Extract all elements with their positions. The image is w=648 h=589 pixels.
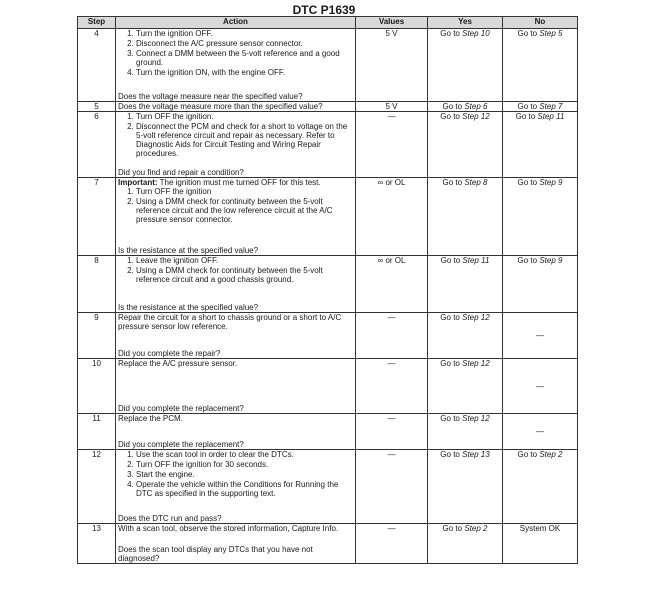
value-cell: ∞ or OL	[356, 178, 428, 256]
action-text: Repair the circuit for a short to chassis ground or a short to A/C pressure sensor low reference.	[118, 313, 342, 331]
action-cell	[116, 414, 356, 450]
value-cell: 5 V	[356, 102, 428, 112]
table-row	[78, 414, 578, 450]
action-step: 2. Using a DMM check for continuity between the 5-volt reference circuit and the low reference circuit at the A/C pressure sensor connector.	[136, 197, 353, 224]
action-question: Is the resistance at the specified value?	[118, 303, 259, 312]
yes-cell[interactable]	[428, 414, 503, 450]
value-cell: ∞ or OL	[356, 256, 428, 313]
no-prefix: Go to	[517, 102, 538, 111]
value-cell: —	[356, 450, 428, 524]
action-question: Does the voltage measure near the specified value?	[118, 92, 303, 101]
header-step: Step	[78, 17, 116, 29]
step-number: 13	[78, 524, 116, 564]
no-cell[interactable]	[503, 256, 578, 313]
yes-cell[interactable]	[428, 178, 503, 256]
action-step: 1. Turn OFF the ignition.	[136, 112, 353, 121]
no-cell: —	[503, 359, 578, 414]
no-step-link[interactable]: Step 9	[539, 178, 563, 187]
page-title: DTC P1639	[292, 3, 356, 17]
yes-step-link[interactable]: Step 12	[462, 359, 490, 368]
yes-prefix: Go to	[440, 313, 460, 322]
yes-prefix: Go to	[440, 450, 460, 459]
table-row	[78, 313, 578, 359]
important-label: Important:	[118, 178, 158, 187]
action-cell	[116, 359, 356, 414]
no-cell: —	[503, 414, 578, 450]
yes-step-link[interactable]: Step 12	[462, 112, 490, 121]
no-cell[interactable]	[503, 178, 578, 256]
yes-cell[interactable]	[428, 102, 503, 112]
yes-prefix: Go to	[442, 102, 463, 111]
yes-cell[interactable]	[428, 112, 503, 178]
action-question: Did you find and repair a condition?	[118, 168, 244, 177]
table-row	[78, 102, 578, 112]
action-question: Did you complete the replacement?	[118, 440, 244, 449]
action-text: Replace the A/C pressure sensor.	[118, 359, 238, 368]
yes-step-link[interactable]: Step 6	[464, 102, 488, 111]
yes-step-link[interactable]: Step 12	[462, 313, 490, 322]
no-step-link[interactable]: Step 5	[539, 29, 563, 38]
action-step: 4. Operate the vehicle within the Conditions for Running the DTC as specified in the supporting text.	[136, 480, 353, 498]
value-cell: —	[356, 524, 428, 564]
action-step: 2. Using a DMM check for continuity between the 5-volt reference circuit and a good chassis ground.	[136, 266, 353, 284]
action-steps	[118, 187, 353, 225]
action-text: Replace the PCM.	[118, 414, 183, 423]
header-row	[78, 17, 578, 29]
step-number: 7	[78, 178, 116, 256]
header-no: No	[503, 17, 578, 29]
value-cell: —	[356, 313, 428, 359]
action-step: 2. Disconnect the A/C pressure sensor connector.	[136, 39, 353, 48]
no-prefix: Go to	[517, 178, 538, 187]
action-step: 3. Connect a DMM between the 5-volt reference and a good ground.	[136, 49, 353, 67]
no-prefix: Go to	[517, 29, 538, 38]
table-row	[78, 112, 578, 178]
header-action: Action	[116, 17, 356, 29]
no-cell[interactable]	[503, 102, 578, 112]
table-row	[78, 524, 578, 564]
no-step-link[interactable]: Step 7	[539, 102, 563, 111]
yes-cell[interactable]	[428, 256, 503, 313]
value-cell: —	[356, 112, 428, 178]
value-cell: —	[356, 414, 428, 450]
action-cell	[116, 112, 356, 178]
action-text: With a scan tool, observe the stored information, Capture Info.	[118, 524, 339, 533]
yes-prefix: Go to	[440, 359, 460, 368]
action-steps	[118, 112, 353, 159]
table-row	[78, 359, 578, 414]
action-cell	[116, 178, 356, 256]
step-number: 11	[78, 414, 116, 450]
action-cell	[116, 29, 356, 102]
value-cell: —	[356, 359, 428, 414]
yes-cell[interactable]	[428, 359, 503, 414]
step-number: 6	[78, 112, 116, 178]
action-step: 1. Turn the ignition OFF.	[136, 29, 353, 38]
table-row	[78, 450, 578, 524]
action-question: Does the voltage measure more than the specified value?	[116, 102, 356, 112]
yes-step-link[interactable]: Step 2	[464, 524, 488, 533]
action-step: 1. Turn OFF the ignition	[136, 187, 353, 196]
yes-cell[interactable]	[428, 29, 503, 102]
yes-prefix: Go to	[440, 414, 460, 423]
value-cell: 5 V	[356, 29, 428, 102]
action-cell	[116, 450, 356, 524]
action-step: 3. Start the engine.	[136, 470, 353, 479]
action-question: Is the resistance at the specified value?	[118, 246, 259, 255]
table-row	[78, 29, 578, 102]
yes-cell[interactable]	[428, 450, 503, 524]
step-number: 5	[78, 102, 116, 112]
no-cell: —	[503, 313, 578, 359]
action-steps	[118, 450, 353, 499]
yes-step-link[interactable]: Step 12	[462, 414, 490, 423]
no-step-link[interactable]: Step 9	[539, 256, 563, 265]
step-number: 8	[78, 256, 116, 313]
yes-cell[interactable]	[428, 313, 503, 359]
header-yes: Yes	[428, 17, 503, 29]
action-steps	[118, 29, 353, 78]
action-question: Does the scan tool display any DTCs that you have not diagnosed?	[118, 545, 313, 563]
yes-step-link[interactable]: Step 10	[462, 29, 490, 38]
yes-prefix: Go to	[440, 29, 460, 38]
yes-prefix: Go to	[440, 256, 461, 265]
yes-step-link[interactable]: Step 8	[464, 178, 488, 187]
no-cell[interactable]	[503, 112, 578, 178]
no-step-link[interactable]: Step 11	[537, 112, 565, 121]
action-steps	[118, 256, 353, 285]
yes-step-link[interactable]: Step 11	[462, 256, 490, 265]
no-prefix: Go to	[517, 256, 538, 265]
no-prefix: Go to	[517, 450, 538, 459]
action-step: 1. Leave the ignition OFF.	[136, 256, 353, 265]
step-number: 4	[78, 29, 116, 102]
yes-step-link[interactable]: Step 13	[462, 450, 490, 459]
table-row	[78, 256, 578, 313]
yes-prefix: Go to	[442, 524, 463, 533]
action-cell	[116, 256, 356, 313]
yes-prefix: Go to	[440, 112, 460, 121]
important-text: The ignition must me turned OFF for this test.	[157, 178, 321, 187]
action-step: 1. Use the scan tool in order to clear the DTCs.	[136, 450, 353, 459]
step-number: 9	[78, 313, 116, 359]
action-question: Does the DTC run and pass?	[118, 514, 222, 523]
no-prefix: Go to	[515, 112, 536, 121]
important-note	[118, 178, 353, 187]
yes-cell[interactable]	[428, 524, 503, 564]
step-number: 12	[78, 450, 116, 524]
action-step: 2. Turn OFF the ignition for 30 seconds.	[136, 460, 353, 469]
step-number: 10	[78, 359, 116, 414]
header-values: Values	[356, 17, 428, 29]
table-row	[78, 178, 578, 256]
no-step-link[interactable]: Step 2	[539, 450, 563, 459]
no-cell: System OK	[503, 524, 578, 564]
action-step: 4. Turn the ignition ON, with the engine OFF.	[136, 68, 353, 77]
action-cell	[116, 524, 356, 564]
action-question: Did you complete the replacement?	[118, 404, 244, 413]
action-cell	[116, 313, 356, 359]
no-cell[interactable]	[503, 450, 578, 524]
action-question: Did you complete the repair?	[118, 349, 221, 358]
yes-prefix: Go to	[442, 178, 463, 187]
dtc-table	[77, 16, 578, 564]
action-step: 2. Disconnect the PCM and check for a short to voltage on the 5-volt reference circuit and repair as necessary. Refer to Diagnostic Aids for Circuit Testing and Wiring Repair procedures.	[136, 122, 353, 158]
no-cell[interactable]	[503, 29, 578, 102]
